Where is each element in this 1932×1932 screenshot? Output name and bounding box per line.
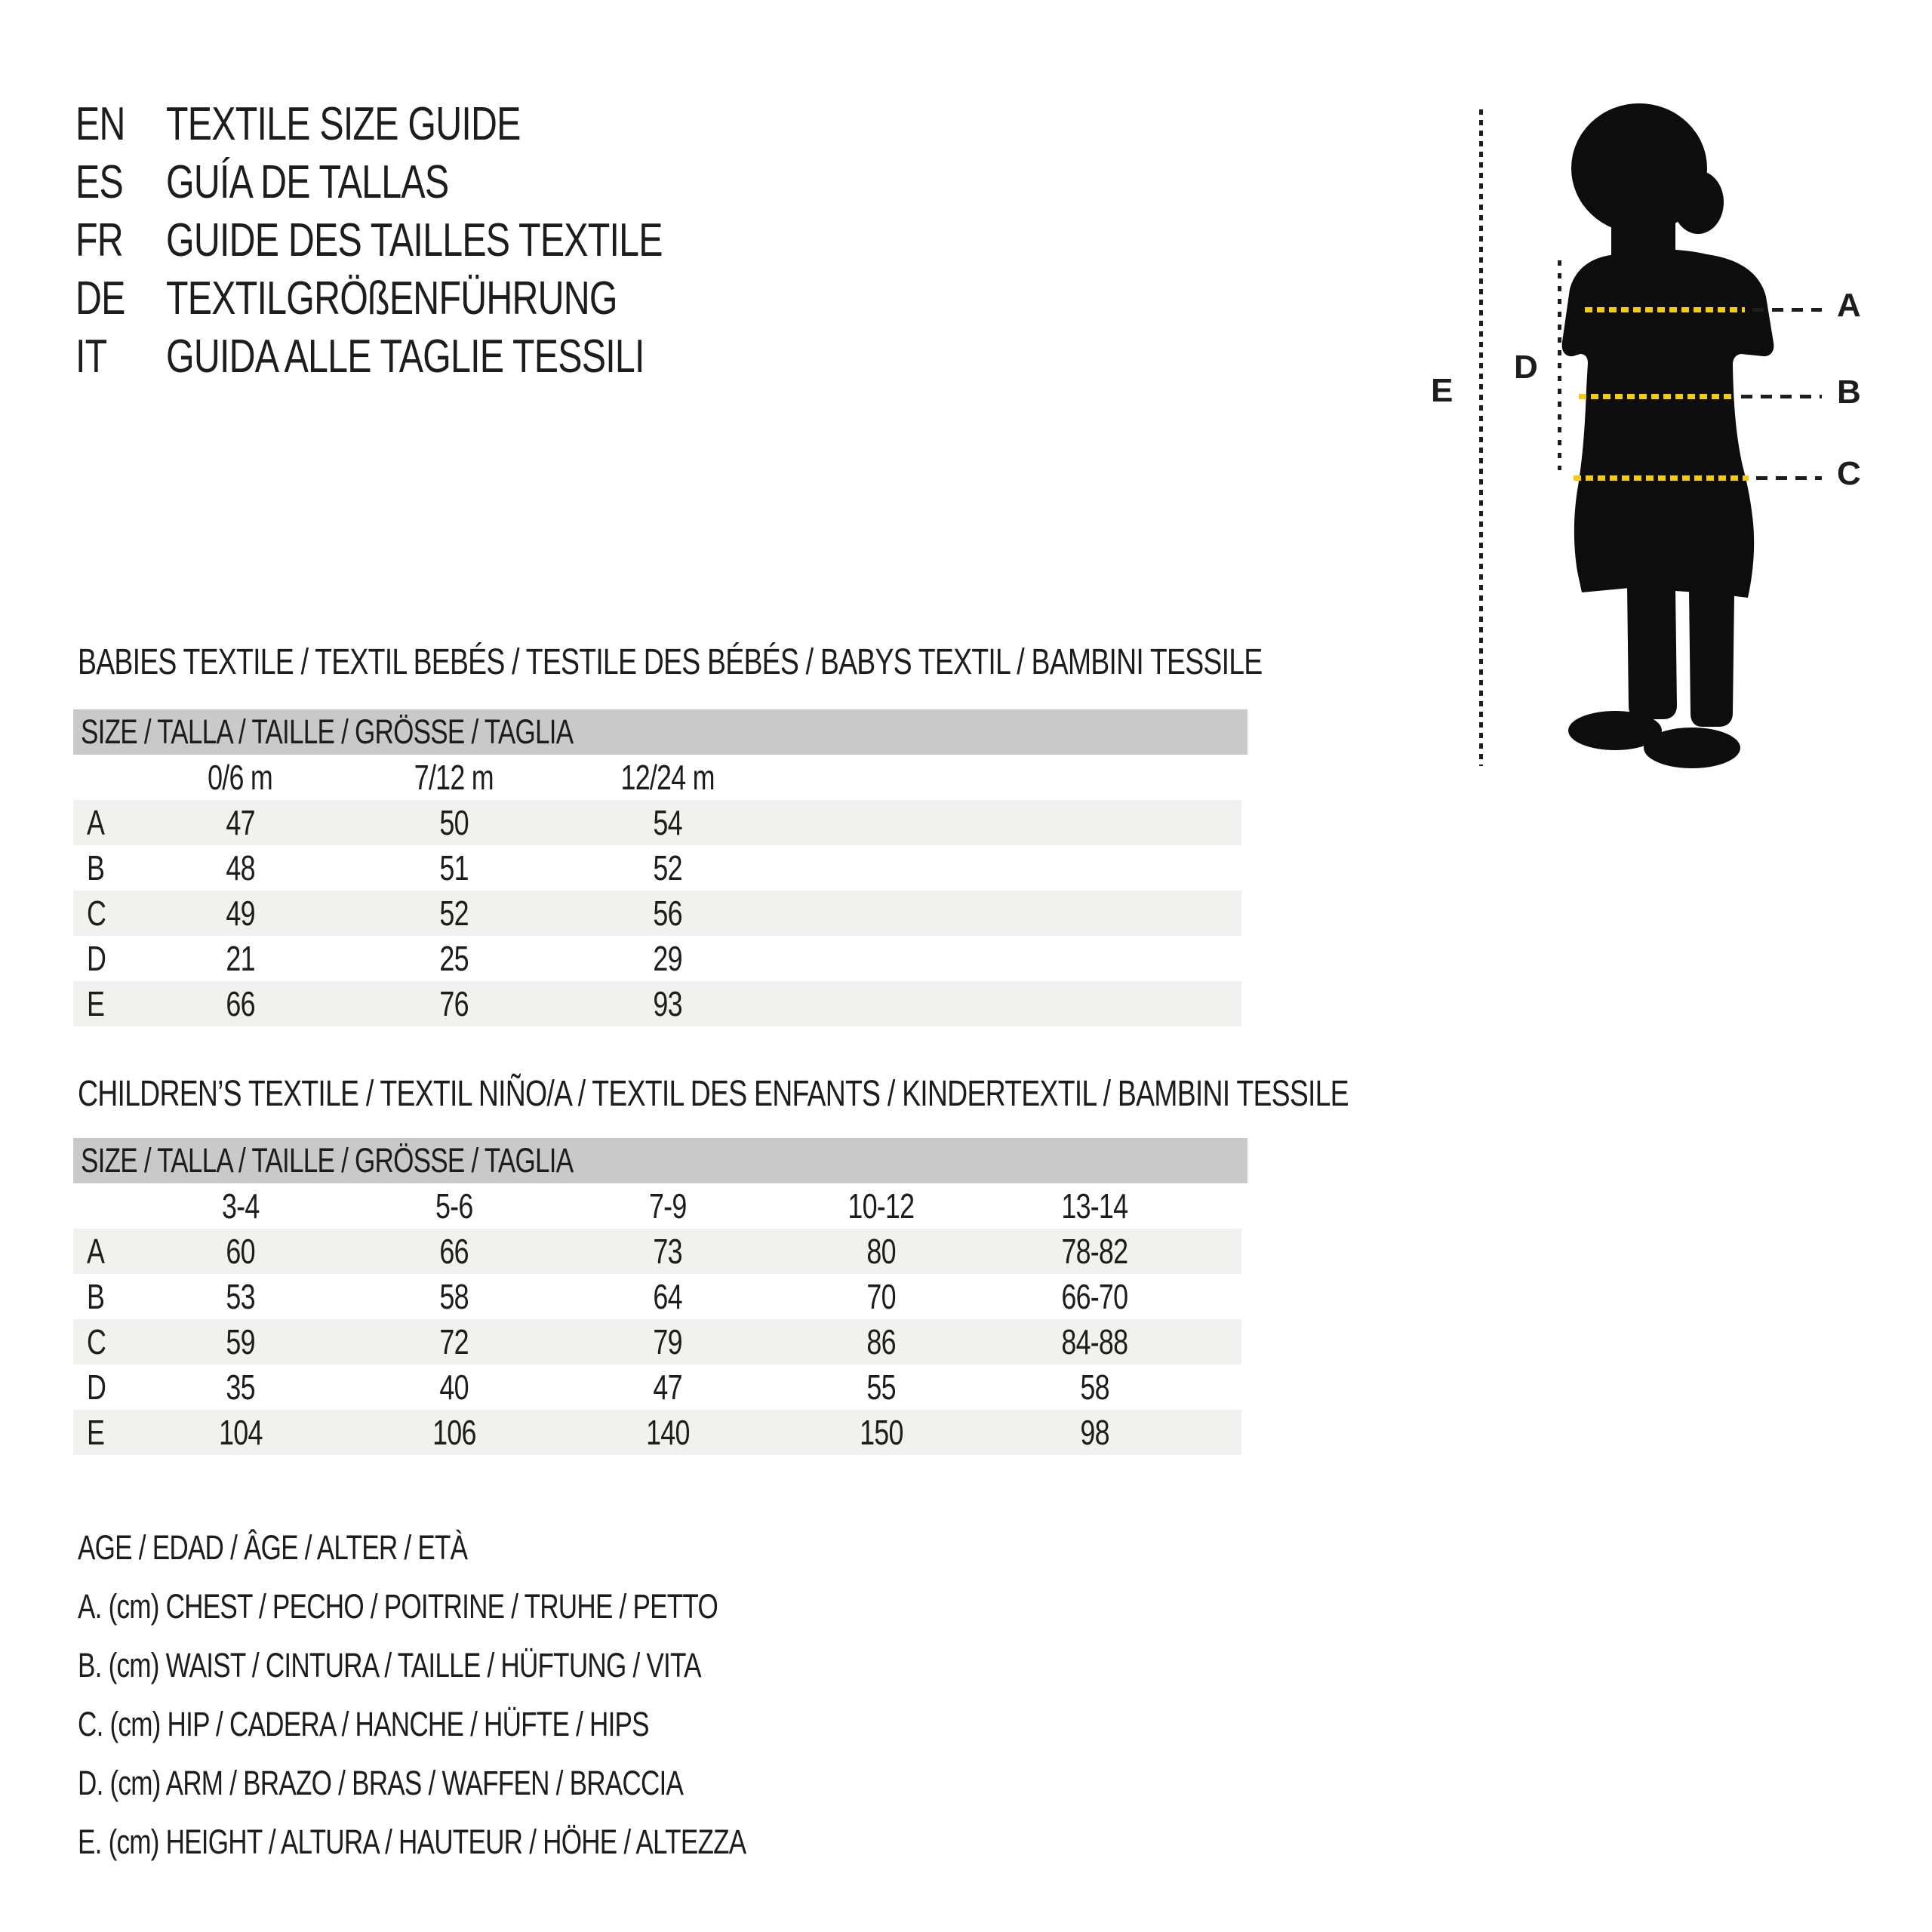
table-cell: 52: [653, 848, 682, 888]
marker-label-A: A: [1837, 287, 1861, 324]
row-label: E: [87, 1413, 105, 1452]
chest-measure-line-A: [1585, 307, 1745, 312]
table-cell: 25: [439, 939, 469, 978]
table-row: [73, 1274, 1241, 1319]
language-code: ES: [75, 156, 123, 208]
table-cell: 86: [866, 1322, 896, 1361]
language-title: TEXTILGRÖßENFÜHRUNG: [166, 272, 617, 325]
row-label: A: [87, 803, 105, 842]
table-cell: 66-70: [1061, 1277, 1128, 1316]
table-cell: 106: [432, 1413, 476, 1452]
column-header: 7-9: [648, 1186, 687, 1226]
language-code: IT: [75, 331, 107, 383]
marker-label-B: B: [1837, 374, 1861, 411]
legend-arm-line: D. (cm) ARM / BRAZO / BRAS / WAFFEN / BRACCIA: [78, 1764, 684, 1802]
table-cell: 59: [226, 1322, 255, 1361]
table-cell: 66: [226, 984, 255, 1023]
row-label: D: [87, 939, 106, 978]
legend-height-line: E. (cm) HEIGHT / ALTURA / HAUTEUR / HÖHE / ALTEZZA: [78, 1823, 746, 1861]
babies-size-table: [73, 709, 1247, 1026]
table-row: [73, 891, 1241, 936]
table-cell: 79: [653, 1322, 682, 1361]
table-row: [73, 1319, 1241, 1364]
waist-leader-line-B: [1741, 395, 1822, 398]
marker-label-C: C: [1837, 455, 1861, 492]
language-code: DE: [75, 272, 125, 325]
table-cell: 47: [226, 803, 255, 842]
marker-label-D: D: [1514, 349, 1538, 386]
table-cell: 52: [439, 894, 469, 933]
table-cell: 60: [226, 1232, 255, 1271]
table-row: [73, 1364, 1241, 1410]
language-title: GUIDE DES TAILLES TEXTILE: [166, 214, 663, 266]
column-header: 0/6 m: [208, 758, 273, 797]
table-cell: 21: [226, 939, 255, 978]
table-cell: 140: [645, 1413, 690, 1452]
legend-chest-line: A. (cm) CHEST / PECHO / POITRINE / TRUHE / PETTO: [78, 1587, 718, 1626]
table-cell: 72: [439, 1322, 469, 1361]
column-header: 10-12: [848, 1186, 915, 1226]
size-header-band: SIZE / TALLA / TAILLE / GRÖSSE / TAGLIA: [73, 1138, 1247, 1183]
table-cell: 53: [226, 1277, 255, 1316]
column-header: 12/24 m: [620, 758, 715, 797]
row-label: D: [87, 1367, 106, 1407]
legend-hip-line: C. (cm) HIP / CADERA / HANCHE / HÜFTE / HIPS: [78, 1705, 649, 1743]
table-cell: 50: [439, 803, 469, 842]
table-cell: 76: [439, 984, 469, 1023]
table-row: [73, 800, 1241, 845]
babies-section-title: BABIES TEXTILE / TEXTIL BEBÉS / TESTILE DES BÉBÉS / BABYS TEXTIL / BAMBINI TESSILE: [78, 642, 1263, 682]
table-cell: 40: [439, 1367, 469, 1407]
legend-waist-line: B. (cm) WAIST / CINTURA / TAILLE / HÜFTUNG / VITA: [78, 1646, 701, 1684]
language-code: EN: [75, 98, 125, 150]
size-header-band: SIZE / TALLA / TAILLE / GRÖSSE / TAGLIA: [73, 709, 1247, 755]
table-cell: 51: [439, 848, 469, 888]
column-header-row: [73, 1183, 1241, 1229]
legend-age-line: AGE / EDAD / ÂGE / ALTER / ETÀ: [78, 1528, 468, 1567]
row-label: E: [87, 984, 105, 1023]
table-cell: 49: [226, 894, 255, 933]
column-header: 7/12 m: [414, 758, 494, 797]
hip-leader-line-C: [1756, 476, 1822, 480]
table-cell: 98: [1080, 1413, 1109, 1452]
table-row: [73, 981, 1241, 1026]
table-cell: 78-82: [1061, 1232, 1128, 1271]
table-cell: 54: [653, 803, 682, 842]
children-size-table: [73, 1138, 1247, 1455]
table-cell: 64: [653, 1277, 682, 1316]
language-title: GUIDA ALLE TAGLIE TESSILI: [166, 331, 645, 383]
column-header: 13-14: [1061, 1186, 1128, 1226]
table-cell: 56: [653, 894, 682, 933]
table-cell: 58: [1080, 1367, 1109, 1407]
column-header: 3-4: [221, 1186, 260, 1226]
chest-leader-line-A: [1752, 308, 1822, 312]
language-code: FR: [75, 214, 123, 266]
row-label: C: [87, 894, 106, 933]
table-cell: 35: [226, 1367, 255, 1407]
children-section-title: CHILDREN’S TEXTILE / TEXTIL NIÑO/A / TEXTIL DES ENFANTS / KINDERTEXTIL / BAMBINI TESSILE: [78, 1074, 1349, 1114]
table-cell: 66: [439, 1232, 469, 1271]
table-cell: 55: [866, 1367, 896, 1407]
marker-label-E: E: [1431, 372, 1454, 409]
table-cell: 104: [218, 1413, 263, 1452]
language-title: GUÍA DE TALLAS: [166, 156, 449, 208]
table-cell: 48: [226, 848, 255, 888]
column-header-row: [73, 755, 1241, 800]
waist-measure-line-B: [1579, 394, 1734, 399]
table-cell: 47: [653, 1367, 682, 1407]
table-cell: 150: [859, 1413, 903, 1452]
row-label: B: [87, 1277, 105, 1316]
column-header: 5-6: [435, 1186, 473, 1226]
table-cell: 29: [653, 939, 682, 978]
language-title: TEXTILE SIZE GUIDE: [166, 98, 521, 150]
row-label: C: [87, 1322, 106, 1361]
hip-measure-line-C: [1574, 475, 1749, 481]
table-row: [73, 1229, 1241, 1274]
row-label: A: [87, 1232, 105, 1271]
table-cell: 73: [653, 1232, 682, 1271]
table-cell: 84-88: [1061, 1322, 1128, 1361]
table-cell: 80: [866, 1232, 896, 1271]
table-cell: 93: [653, 984, 682, 1023]
arm-measure-line-D: [1558, 260, 1561, 470]
table-row: [73, 845, 1241, 891]
table-cell: 70: [866, 1277, 896, 1316]
table-row: [73, 1410, 1241, 1455]
table-cell: 58: [439, 1277, 469, 1316]
row-label: B: [87, 848, 105, 888]
table-row: [73, 936, 1241, 981]
